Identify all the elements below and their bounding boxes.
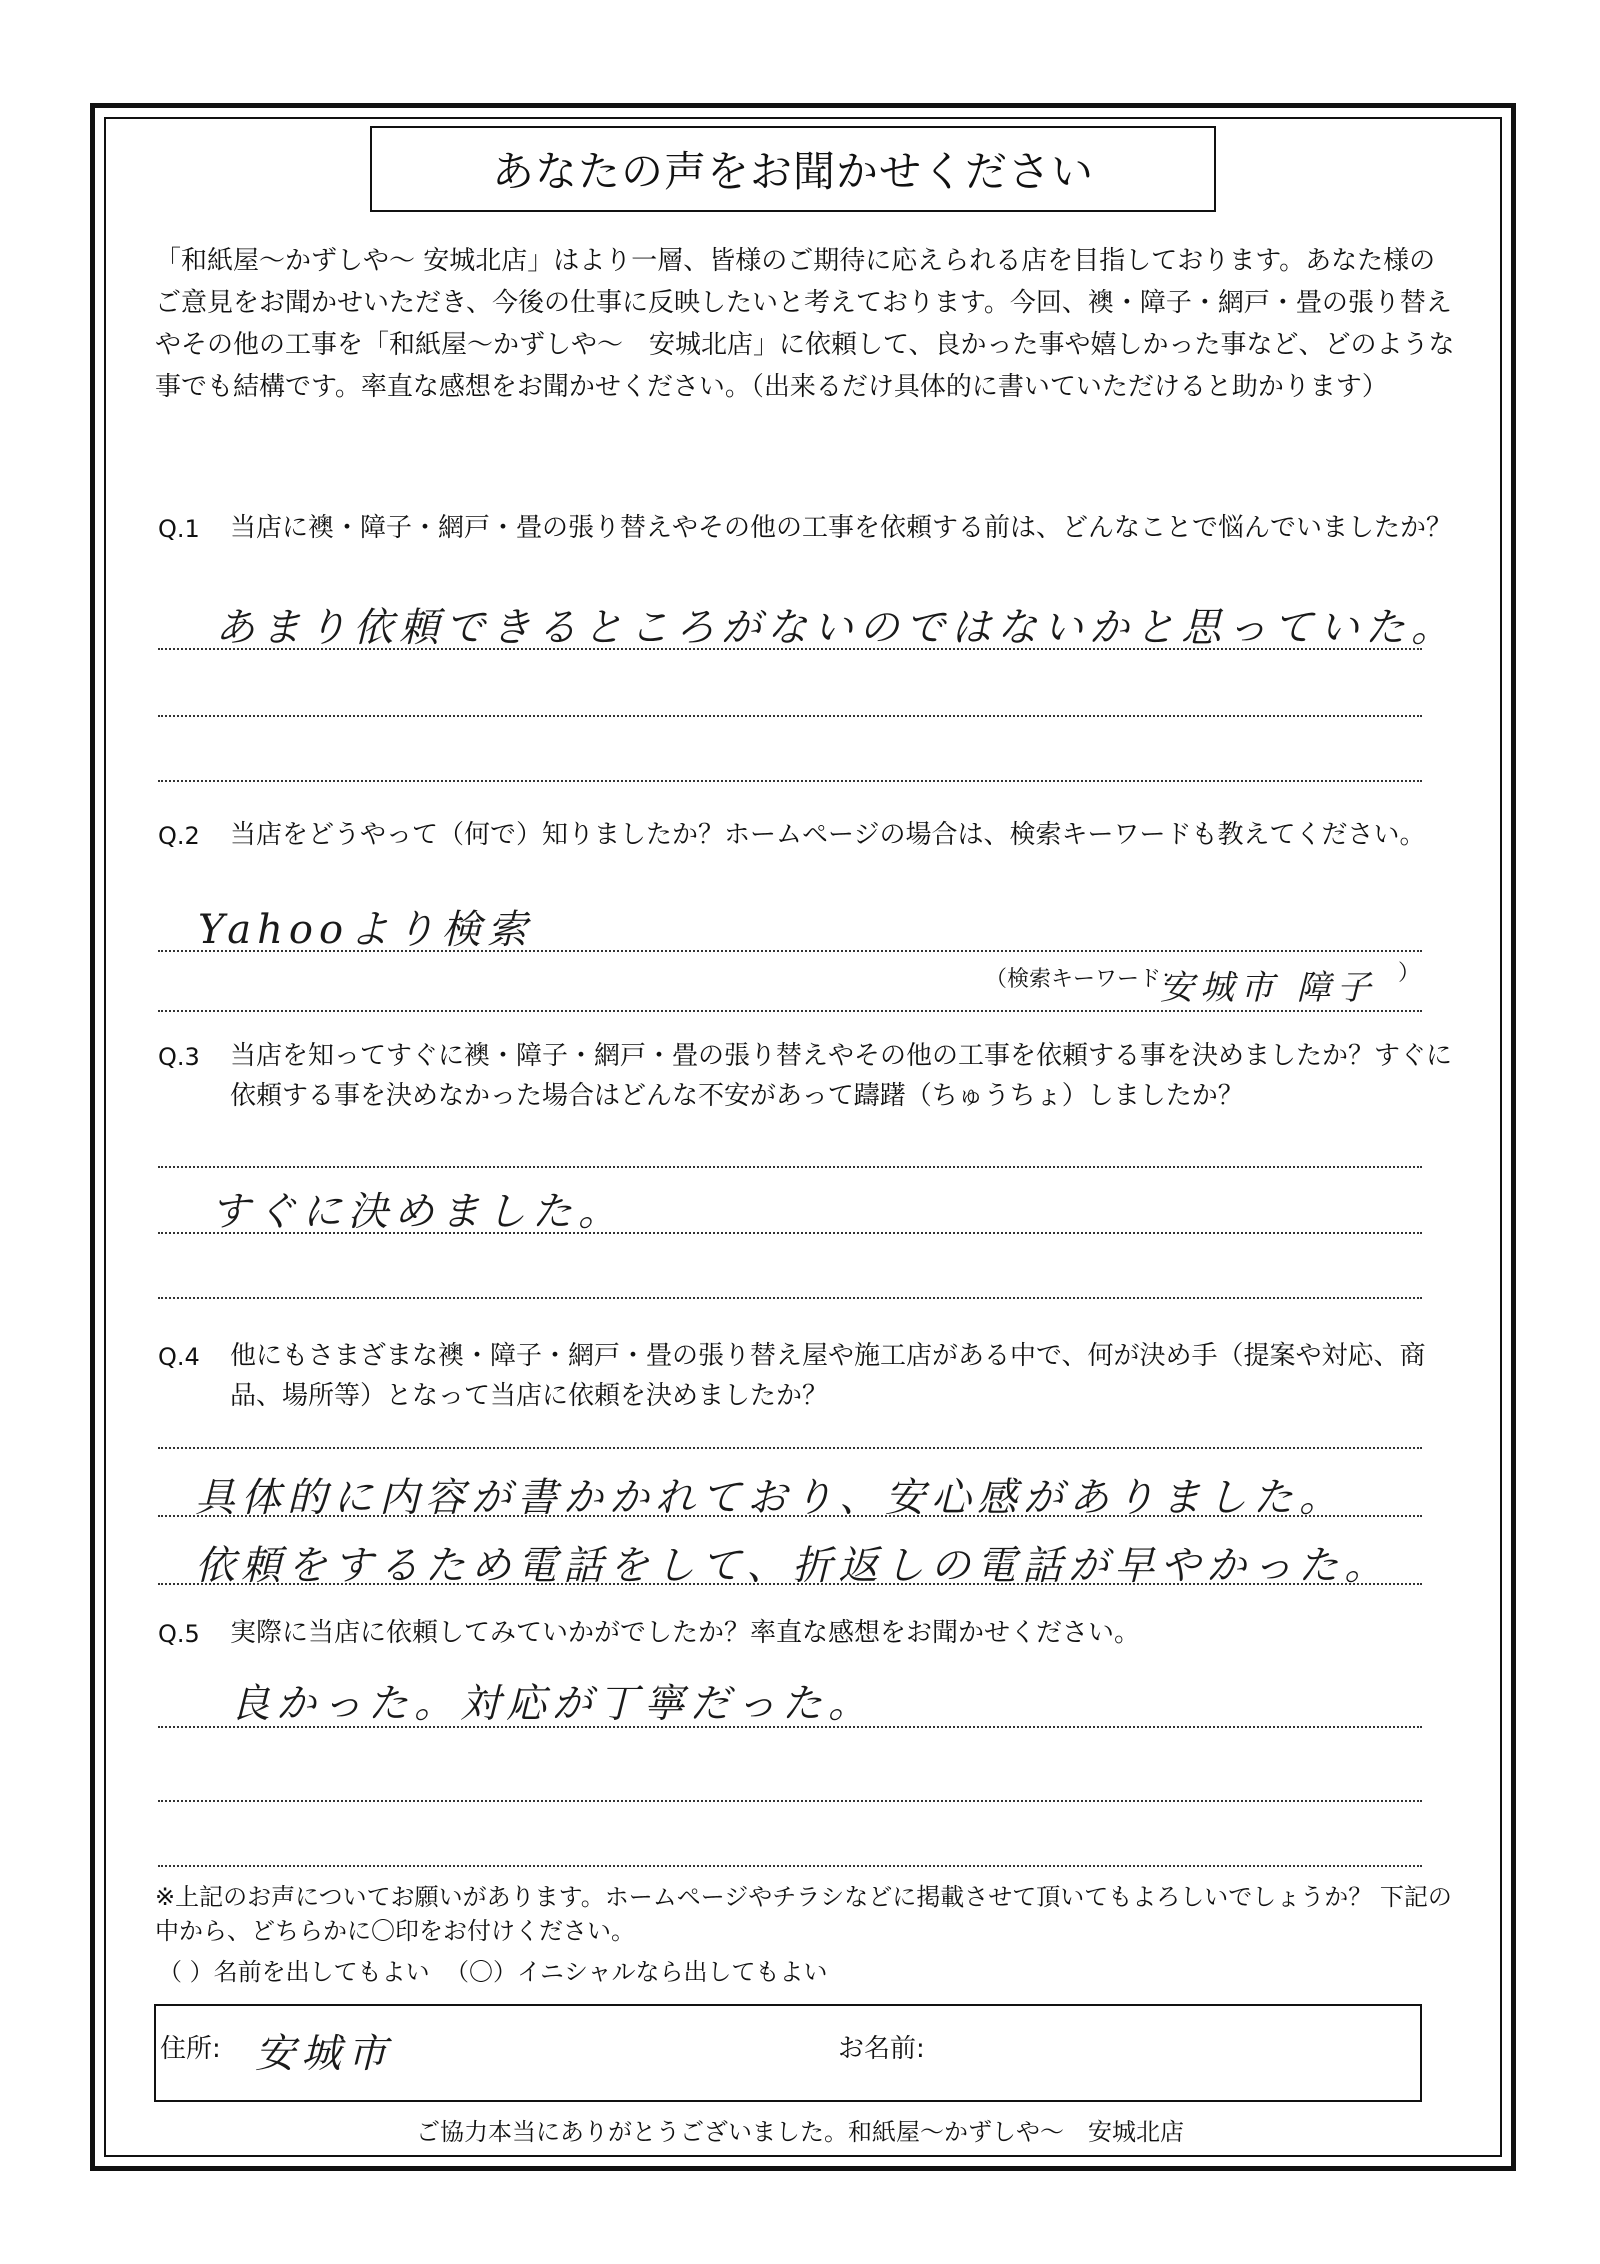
- choice-initials-ok[interactable]: [445, 1952, 828, 1987]
- answer-line: [158, 1447, 1422, 1449]
- keyword-label: （検索キーワード：: [985, 967, 1184, 992]
- keyword-value: 安城市 障子: [1160, 968, 1377, 1008]
- answer-line: [158, 1515, 1422, 1517]
- question-4-number: Q.4: [158, 1343, 200, 1371]
- question-1-text: 当店に襖・障子・網戸・畳の張り替えやその他の工事を依頼する前は、どんなことで悩んでいましたか？: [230, 513, 1453, 543]
- footer-thanks: ご協力本当にありがとうございました。和紙屋～かずしや～ 安城北店: [416, 2118, 1184, 2146]
- question-2-text: 当店をどうやって（何で）知りましたか？ホームページの場合は、検索キーワードも教えてください。: [230, 820, 1426, 850]
- answer-line: [158, 1166, 1422, 1168]
- inner-border: [104, 117, 1502, 2157]
- answer-line: [158, 950, 1422, 952]
- intro-text: 「和紙屋～かずしや～ 安城北店」はより一層、皆様のご期待に応えられる店を目指しております。あなた様のご意見をお聞かせいただき、今後の仕事に反映したいと考えております。今回、襖・障子・網戸・畳の張り替えやその他の工事を「和紙屋～かずしや～ 安城北店」に依頼して、良かった事や嬉しかった事など、どのような事でも結構です。率直な感想をお聞かせください。（出来るだけ具体的に書いていただけると助かります）: [155, 246, 1455, 402]
- question-2-answer: Yahooより検索: [198, 907, 534, 953]
- question-4-answer-2: 依頼をするため電話をして、折返しの電話が早やかった。: [195, 1543, 1391, 1589]
- question-5-answer: 良かった。対応が丁寧だった。: [230, 1681, 874, 1727]
- answer-line: [158, 1583, 1422, 1585]
- question-1-number: Q.1: [158, 515, 200, 543]
- choice-label: イニシャルなら出してもよい: [517, 1958, 828, 1986]
- answer-line: [158, 780, 1422, 782]
- answer-line: [158, 1010, 1422, 1012]
- answer-line: [158, 1865, 1422, 1867]
- choice-mark: （ ）: [158, 1958, 214, 1986]
- answer-line: [158, 648, 1422, 650]
- answer-line: [158, 1232, 1422, 1234]
- question-4-text: 他にもさまざまな襖・障子・網戸・畳の張り替え屋や施工店がある中で、何が決め手（提案や対応、商品、場所等）となって当店に依頼を決めましたか？: [230, 1341, 1426, 1411]
- question-1-answer: あまり依頼できるところがないのではないかと思っていた。: [215, 605, 1457, 651]
- choice-label: 名前を出してもよい: [213, 1958, 430, 1986]
- answer-line: [158, 1800, 1422, 1802]
- answer-line: [158, 1297, 1422, 1299]
- permission-note: ※上記のお声についてお願いがあります。ホームページやチラシなどに掲載させて頂いてもよろしいでしょうか？ 下記の中から、どちらかに〇印をお付けください。: [155, 1883, 1452, 1945]
- page-title: あなたの声をお聞かせください: [370, 126, 1216, 212]
- address-label: 住所:: [160, 2034, 221, 2064]
- question-3-answer: すぐに決めました。: [210, 1189, 624, 1235]
- name-label: お名前:: [838, 2034, 925, 2064]
- question-3-text: 当店を知ってすぐに襖・障子・網戸・畳の張り替えやその他の工事を依頼する事を決めましたか？すぐに依頼する事を決めなかった場合はどんな不安があって躊躇（ちゅうちょ）しましたか？: [230, 1041, 1453, 1111]
- question-5-text: 実際に当店に依頼してみていかがでしたか？率直な感想をお聞かせください。: [230, 1618, 1141, 1648]
- question-4-answer-1: 具体的に内容が書かかれており、安心感がありました。: [195, 1475, 1345, 1521]
- answer-line: [158, 715, 1422, 717]
- address-value[interactable]: 安城市: [255, 2031, 393, 2077]
- question-5-number: Q.5: [158, 1620, 200, 1648]
- question-2-number: Q.2: [158, 822, 200, 850]
- choice-mark: （〇）: [445, 1958, 517, 1986]
- keyword-close: ）: [1398, 961, 1421, 986]
- answer-line: [158, 1726, 1422, 1728]
- choice-name-ok[interactable]: [158, 1952, 430, 1987]
- question-3-number: Q.3: [158, 1043, 200, 1071]
